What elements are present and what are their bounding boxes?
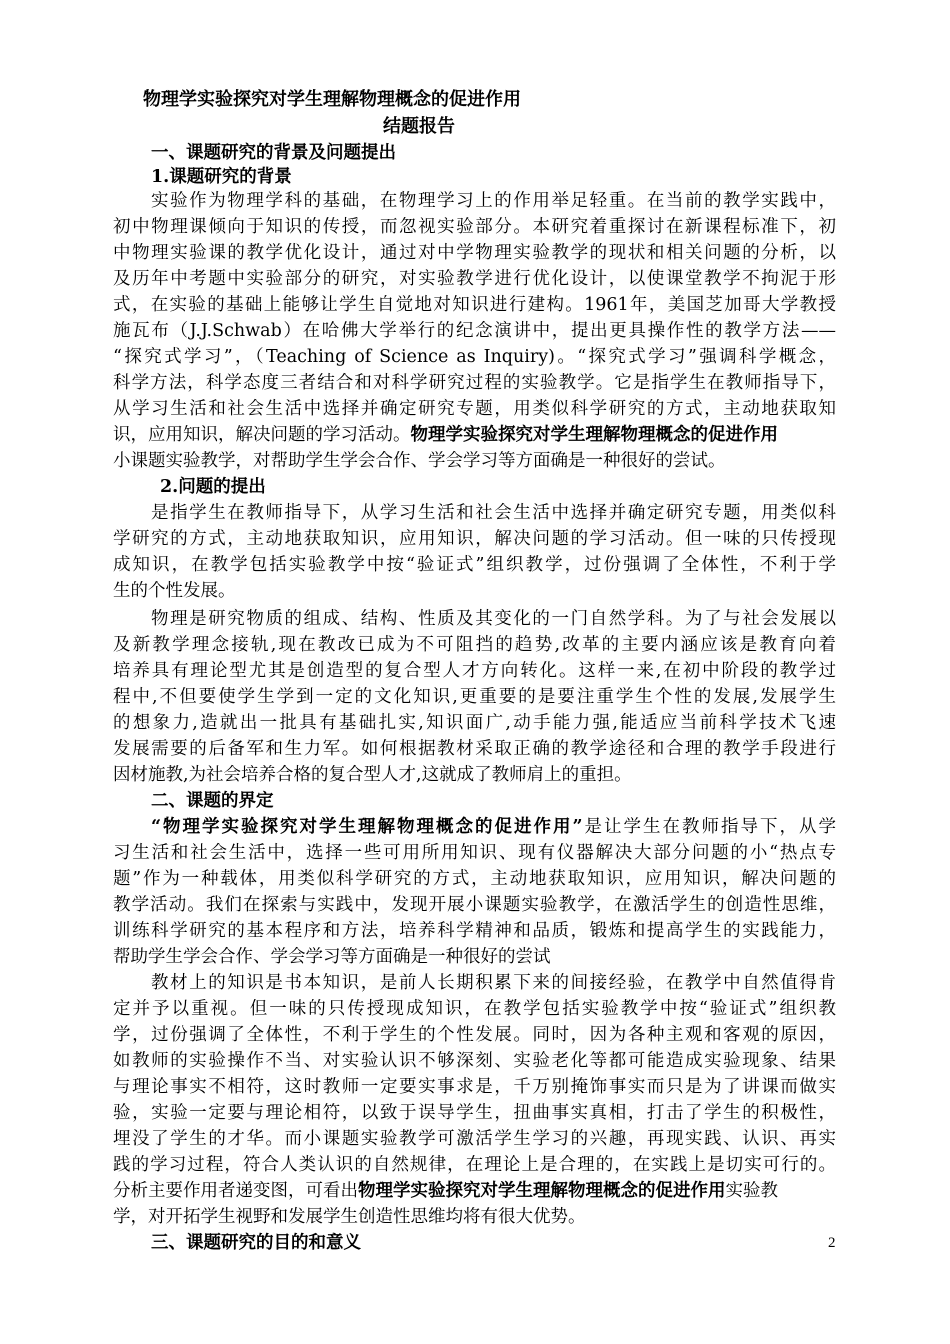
section3-heading: 三、课题研究的目的和意义: [151, 1233, 361, 1253]
paragraph-text: 是让学生在教师指导下，从学: [582, 817, 836, 837]
paragraph-line: 教材上的知识是书本知识，是前人长期积累下来的间接经验，在教学中自然值得肯: [151, 973, 836, 993]
paragraph-line: 因材施教,为社会培养合格的复合型人才,这就成了教师肩上的重担。: [113, 765, 632, 785]
paragraph-line: 学研究的方式，主动地获取知识，应用知识，解决问题的学习活动。但一味的只传授现: [113, 529, 836, 549]
paragraph-line: 初中物理课倾向于知识的传授，而忽视实验部分。本研究着重探讨在新课程标准下，初: [113, 217, 836, 237]
paragraph-line: 践的学习过程，符合人类认识的自然规律，在理论上是合理的，在实践上是切实可行的。: [113, 1155, 836, 1175]
paragraph-line: 施瓦布（J.J.Schwab）在哈佛大学举行的纪念演讲中，提出更具操作性的教学方法——: [113, 321, 836, 341]
paragraph-line: 培养具有理论型尤其是创造型的复合型人才方向转化。这样一来,在初中阶段的教学过: [113, 661, 836, 681]
paragraph-line: 习生活和社会生活中，选择一些可用所用知识、现有仪器解决大部分问题的小“热点专: [113, 843, 836, 863]
subsection1-heading: 1.课题研究的背景: [151, 167, 292, 187]
paragraph-text: 实验教: [725, 1181, 778, 1201]
paragraph-line: [151, 815, 836, 839]
paragraph-line: 是指学生在教师指导下，从学习生活和社会生活中选择并确定研究专题，用类似科: [151, 503, 836, 523]
paragraph-line: 及新教学理念接轨,现在教改已成为不可阻挡的趋势,改革的主要内涵应该是教育向着: [113, 635, 836, 655]
paragraph-line: 程中,不但要使学生学到一定的文化知识,更重要的是要注重学生个性的发展,发展学生: [113, 687, 836, 707]
emphasis-title: “物理学实验探究对学生理解物理概念的促进作用”: [151, 817, 583, 837]
paragraph-line: 中物理实验课的教学优化设计，通过对中学物理实验教学的现状和相关问题的分析，以: [113, 243, 836, 263]
document-title: 物理学实验探究对学生理解物理概念的促进作用: [143, 89, 521, 110]
paragraph-line: 实验作为物理学科的基础，在物理学习上的作用举足轻重。在当前的教学实践中，: [151, 191, 836, 211]
paragraph-line: 埋没了学生的才华。而小课题实验教学可激活学生学习的兴趣，再现实践、认识、再实: [113, 1129, 836, 1149]
paragraph-line: 物理是研究物质的组成、结构、性质及其变化的一门自然学科。为了与社会发展以: [151, 609, 836, 629]
paragraph-line: 的想象力,造就出一批具有基础扎实,知识面广,动手能力强,能适应当前科学技术飞速: [113, 713, 836, 733]
paragraph-line: 帮助学生学会合作、学会学习等方面确是一种很好的尝试: [113, 947, 551, 967]
paragraph-line: 成知识，在教学包括实验教学中按“验证式”组织教学，过份强调了全体性，不利于学: [113, 555, 836, 575]
paragraph-line: [113, 423, 778, 447]
paragraph-line: 从学习生活和社会生活中选择并确定研究专题，用类似科学研究的方式，主动地获取知: [113, 399, 836, 419]
paragraph-line: 发展需要的后备军和生力军。如何根据教材采取正确的教学途径和合理的教学手段进行: [113, 739, 836, 759]
paragraph-line: 验，实验一定要与理论相符，以致于误导学生，扭曲事实真相，打击了学生的积极性，: [113, 1103, 836, 1123]
paragraph-line: 及历年中考题中实验部分的研究，对实验教学进行优化设计，以使课堂教学不拘泥于形: [113, 269, 836, 289]
section1-heading: 一、课题研究的背景及问题提出: [151, 143, 396, 163]
paragraph-line: 教学活动。我们在探索与实践中，发现开展小课题实验教学，在激活学生的创造性思维，: [113, 895, 836, 915]
emphasis-title: 物理学实验探究对学生理解物理概念的促进作用: [410, 425, 778, 445]
document-subtitle: 结题报告: [383, 116, 455, 137]
paragraph-line: 学，对开拓学生视野和发展学生创造性思维均将有很大优势。: [113, 1207, 586, 1227]
section2-heading: 二、课题的界定: [151, 791, 274, 811]
subsection2-heading: 2.问题的提出: [160, 477, 266, 497]
paragraph-line: 学，过份强调了全体性，不利于学生的个性发展。同时，因为各种主观和客观的原因，: [113, 1025, 836, 1045]
paragraph-line: 科学方法，科学态度三者结合和对科学研究过程的实验教学。它是指学生在教师指导下，: [113, 373, 836, 393]
paragraph-line: 小课题实验教学，对帮助学生学会合作、学会学习等方面确是一种很好的尝试。: [113, 451, 726, 471]
paragraph-line: 训练科学研究的基本程序和方法，培养科学精神和品质，锻炼和提高学生的实践能力，: [113, 921, 836, 941]
page-number: 2: [828, 1235, 836, 1251]
paragraph-line: 如教师的实验操作不当、对实验认识不够深刻、实验老化等都可能造成实验现象、结果: [113, 1051, 836, 1071]
paragraph-text: 分析主要作用者递变图，可看出: [113, 1181, 358, 1201]
paragraph-line: 定并予以重视。但一味的只传授现成知识，在教学包括实验教学中按“验证式”组织教: [113, 999, 836, 1019]
emphasis-title: 物理学实验探究对学生理解物理概念的促进作用: [358, 1181, 726, 1201]
paragraph-text: 识，应用知识，解决问题的学习活动。: [113, 425, 411, 445]
paragraph-line: 与理论事实不相符，这时教师一定要实事求是，千万别掩饰事实而只是为了讲课而做实: [113, 1077, 836, 1097]
paragraph-line: 题”作为一种载体，用类似科学研究的方式，主动地获取知识，应用知识，解决问题的: [113, 869, 836, 889]
paragraph-line: 式，在实验的基础上能够让学生自觉地对知识进行建构。1961年，美国芝加哥大学教授: [113, 295, 836, 315]
paragraph-line: “探究式学习”，（Teaching of Science as Inquiry)。“探究式学习”强调科学概念，: [113, 347, 836, 367]
paragraph-line: [113, 1179, 778, 1203]
paragraph-line: 生的个性发展。: [113, 581, 236, 601]
